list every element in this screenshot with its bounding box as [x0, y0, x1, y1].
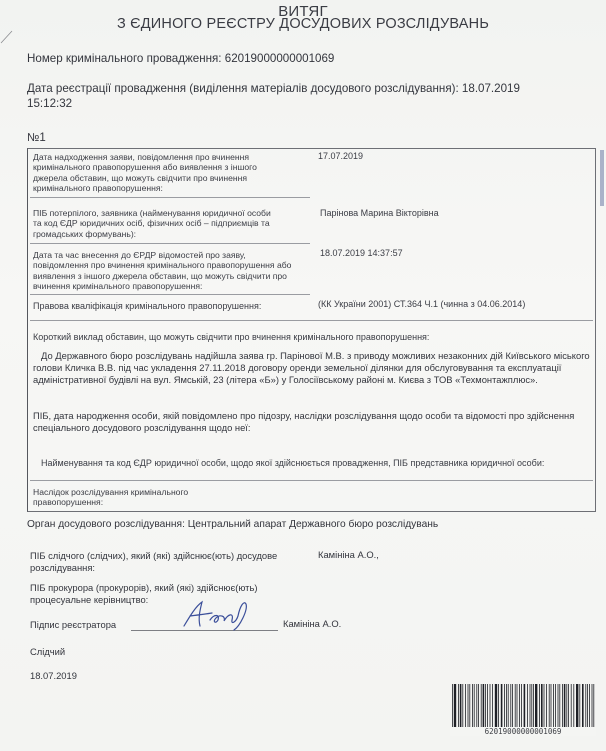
barcode-bar — [527, 684, 528, 728]
summary-label: Короткий виклад обставин, що можуть свідчити про вчинення кримінального правопорушення: — [33, 332, 430, 342]
barcode-bar — [490, 684, 491, 728]
barcode-bar — [533, 684, 534, 728]
edge-mark — [600, 150, 604, 206]
barcode-bar — [566, 684, 567, 728]
barcode-bar — [579, 684, 580, 728]
barcode-bar — [524, 684, 526, 728]
barcode-bar — [551, 684, 552, 728]
registration-date: 18.07.2019 — [461, 82, 520, 95]
barcode-bar — [582, 684, 584, 728]
barcode-bar — [592, 684, 593, 728]
barcode-bar — [573, 684, 574, 728]
barcode-bar — [476, 684, 477, 728]
barcode-bar — [519, 684, 520, 728]
barcode-bar — [460, 684, 462, 728]
barcode-bar — [517, 684, 518, 728]
barcode-bar — [452, 684, 453, 728]
divider — [30, 480, 593, 481]
barcode-bar — [546, 684, 547, 728]
barcode-bar — [506, 684, 507, 728]
barcode-bar — [553, 684, 554, 728]
barcode-bar — [510, 684, 511, 728]
barcode-bar — [559, 684, 560, 728]
barcode-bar — [472, 684, 473, 728]
barcode-bar — [465, 684, 466, 728]
qualification-value: (КК України 2001) СТ.364 Ч.1 (чинна з 04.06.2014) — [318, 299, 526, 309]
summary-text: До Державного бюро розслідувань надійшла заява гр. Парінової М.В. з приводу можливих незаконних дій Київського міського голови Кличка В.В. під час укладення 27.11.2018 договору оренди земельної ділянки для обслуговування та експлуатації адміністративної будівлі на вул. Ямській, 23 (літера «Б») у Голосіївському районі м. Києва з ТОВ «Техмонтажплюс». — [33, 350, 590, 385]
barcode-bar — [531, 684, 532, 728]
registrar-label: Підпис реєстратора — [30, 619, 117, 630]
authority-row — [27, 519, 438, 531]
barcode-bar — [469, 684, 470, 728]
barcode-bar — [481, 684, 482, 728]
barcode-bar — [571, 684, 572, 728]
barcode-number: 62019000000001069 — [450, 727, 596, 736]
barcode-bar — [539, 684, 540, 728]
divider — [30, 243, 310, 244]
barcode-bar — [492, 684, 493, 728]
barcode-bar — [562, 684, 563, 728]
divider — [30, 320, 593, 321]
doc-subtitle: З ЄДИНОГО РЕЄСТРУ ДОСУДОВИХ РОЗСЛІДУВАНЬ — [116, 16, 490, 32]
barcode-bar — [564, 684, 566, 728]
barcode-bar — [568, 684, 569, 728]
investigator-label: ПІБ слідчого (слідчих), який (які) здійснює(ють) досудове розслідування: — [30, 550, 278, 573]
barcode-bar — [530, 684, 531, 728]
entered-label: Дата та час внесення до ЄРДР відомостей про заяву, повідомлення про вчинення кримінального правопорушення або виявлення з іншого джерела обставин, що можуть свідчити про вчинення кримінального правопорушення: — [33, 250, 292, 292]
barcode-bar — [478, 684, 479, 728]
barcode-bar — [558, 684, 559, 728]
received-label: Дата надходження заяви, повідомлення про вчинення кримінального правопорушення або виявлення з іншого джерела обставин, що можуть свідчити про вчинення кримінального правопорушення: — [33, 152, 257, 194]
investigator-value: Камініна А.О., — [318, 549, 379, 560]
registration-row — [27, 82, 520, 95]
barcode-bar — [589, 684, 590, 728]
footer-date: 18.07.2019 — [30, 670, 77, 681]
barcode-bar — [585, 684, 586, 728]
authority-label: Орган досудового розслідування: — [27, 519, 185, 530]
registration-time: 15:12:32 — [27, 97, 73, 110]
barcode-bar — [593, 684, 594, 728]
legal-entity-label: Найменування та код ЄДР юридичної особи, щодо якої здійснюється провадження, ПІБ представника юридичної особи: — [41, 458, 545, 468]
barcode-bar — [521, 684, 522, 728]
barcode-bar — [498, 684, 499, 728]
barcode-bar — [495, 684, 497, 728]
barcode-bar — [474, 684, 475, 728]
barcode-bar — [549, 684, 550, 728]
barcode-bar — [535, 684, 537, 728]
registration-label: Дата реєстрації провадження (виділення матеріалів досудового розслідування): — [27, 82, 459, 95]
case-number-label: Номер кримінального провадження: — [27, 52, 222, 65]
barcode-bar — [541, 684, 543, 728]
doc-title: ВИТЯГ — [278, 3, 328, 20]
entered-value: 18.07.2019 14:37:57 — [320, 248, 403, 258]
case-number-value: 62019000000001069 — [224, 52, 335, 65]
registrar-name: Камініна А.О. — [283, 618, 342, 629]
registrar-signature — [176, 596, 256, 632]
victim-label: ПІБ потерпілого, заявника (найменування юридичної особи та код ЄДР юридичних осіб, фізичних осіб – підприємців та громадських формувань): — [33, 208, 271, 239]
result-label: Наслідок розслідування кримінального правопорушення: — [33, 487, 189, 508]
barcode-bar — [458, 684, 459, 728]
victim-value: Парінова Марина Вікторівна — [320, 208, 439, 218]
entry-index: №1 — [27, 132, 46, 144]
divider — [30, 294, 310, 295]
barcode-bar — [485, 684, 486, 728]
barcode-bar — [504, 684, 505, 728]
barcode-bar — [508, 684, 509, 728]
barcode-bar — [483, 684, 485, 728]
barcode-bar — [501, 684, 503, 728]
authority-value: Центральний апарат Державного бюро розслідувань — [187, 519, 439, 530]
case-number-row — [27, 52, 334, 65]
received-value: 17.07.2019 — [318, 151, 364, 161]
barcode-bar — [454, 684, 456, 728]
corner-mark — [0, 30, 20, 44]
barcode-bar — [462, 684, 463, 728]
position: Слідчий — [30, 646, 66, 657]
barcode-bar — [468, 684, 469, 728]
barcode-bar — [555, 684, 556, 728]
divider — [30, 197, 310, 198]
barcode-bar — [587, 684, 588, 728]
barcode-bar — [512, 684, 513, 728]
qualification-label: Правова кваліфікація кримінального правопорушення: — [33, 301, 262, 311]
barcode-bar — [576, 684, 578, 728]
barcode-bar — [487, 684, 488, 728]
suspect-label: ПІБ, дата народження особи, якій повідомлено про підозру, наслідки розслідування щодо особи та відомості про здійснення спеціального досудового розслідування щодо неї: — [33, 410, 575, 433]
barcode-bar — [544, 684, 545, 728]
barcode-bar — [515, 684, 516, 728]
prosecutor-label: ПІБ прокурора (прокурорів), який (які) здійснює(ють) процесуальне керівництво: — [30, 582, 258, 605]
